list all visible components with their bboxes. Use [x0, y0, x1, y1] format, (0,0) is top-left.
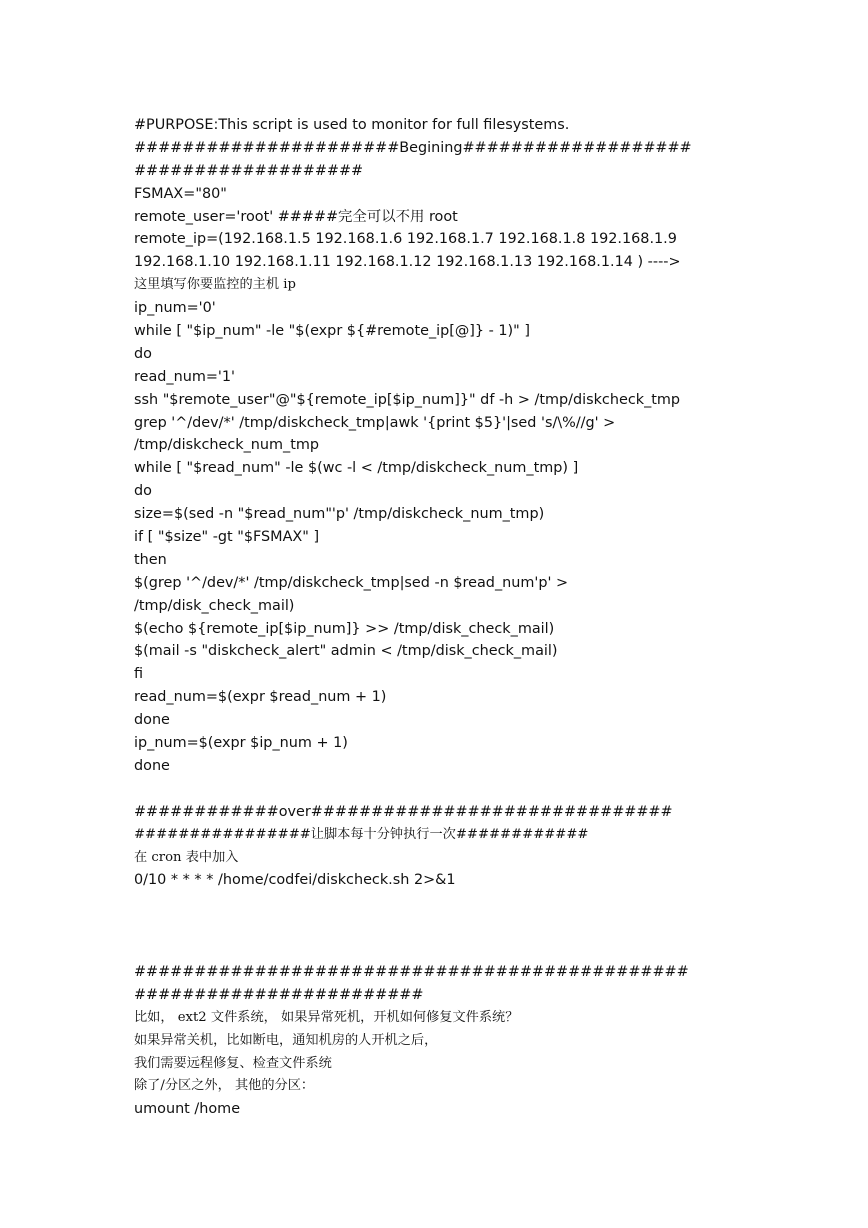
- cron-instruction: 在 cron 表中加入: [134, 849, 239, 865]
- code-line: done: [134, 712, 170, 729]
- code-line: ip_num='0': [134, 300, 216, 317]
- code-line: ssh "$remote_user"@"${remote_ip[$ip_num]}" df -h > /tmp/diskcheck_tmp: [134, 391, 681, 408]
- document-body: [134, 114, 734, 1121]
- code-line: $(echo ${remote_ip[$ip_num]} >> /tmp/disk_check_mail): [134, 620, 555, 637]
- code-line: /tmp/diskcheck_num_tmp: [134, 437, 320, 454]
- blank-line: [134, 938, 734, 961]
- body-text: 除了/分区之外， 其他的分区：: [134, 1078, 315, 1094]
- code-line: 192.168.1.10 192.168.1.11 192.168.1.12 192.168.1.13 192.168.1.14 ) ---->: [134, 254, 681, 271]
- blank-line: [134, 892, 734, 915]
- section-separator: ##############################################: [134, 963, 689, 980]
- separator-continuation: ########################: [134, 986, 424, 1003]
- cron-heading: ################让脚本每十分钟执行一次############: [134, 826, 589, 842]
- code-line: FSMAX="80": [134, 185, 227, 202]
- cron-entry: 0/10 * * * * /home/codfei/diskcheck.sh 2>&1: [134, 872, 456, 889]
- code-line: grep '^/dev/*' /tmp/diskcheck_tmp|awk '{print $5}'|sed 's/\%//g' >: [134, 414, 616, 431]
- separator-continuation: ###################: [134, 162, 364, 179]
- code-line: fi: [134, 666, 144, 683]
- code-line: ip_num=$(expr $ip_num + 1): [134, 735, 348, 752]
- code-line: remote_ip=(192.168.1.5 192.168.1.6 192.168.1.7 192.168.1.8 192.168.1.9: [134, 231, 677, 248]
- code-line: done: [134, 757, 170, 774]
- body-text: 比如， ext2 文件系统， 如果异常死机，开机如何修复文件系统？: [134, 1009, 519, 1025]
- code-line: do: [134, 345, 152, 362]
- code-line: read_num='1': [134, 368, 235, 385]
- code-line: do: [134, 483, 152, 500]
- code-line: remote_user='root' #####完全可以不用 root: [134, 208, 458, 225]
- body-text: 如果异常关机，比如断电，通知机房的人开机之后，: [134, 1032, 438, 1048]
- over-separator: ############over##############################: [134, 803, 673, 820]
- code-line: then: [134, 551, 167, 568]
- code-line: /tmp/disk_check_mail): [134, 597, 295, 614]
- code-line: read_num=$(expr $read_num + 1): [134, 689, 387, 706]
- code-line: while [ "$read_num" -le $(wc -l < /tmp/diskcheck_num_tmp) ]: [134, 460, 579, 477]
- blank-line: [134, 915, 734, 938]
- code-line: size=$(sed -n "$read_num"'p' /tmp/diskcheck_num_tmp): [134, 506, 545, 523]
- blank-line: [134, 778, 734, 801]
- body-text: 我们需要远程修复、检查文件系统: [134, 1055, 332, 1071]
- code-comment: 这里填写你要监控的主机 ip: [134, 277, 296, 293]
- code-line: if [ "$size" -gt "$FSMAX" ]: [134, 529, 320, 546]
- code-line: while [ "$ip_num" -le "$(expr ${#remote_ip[@]} - 1)" ]: [134, 323, 530, 340]
- code-line: $(mail -s "diskcheck_alert" admin < /tmp/disk_check_mail): [134, 643, 558, 660]
- code-line: $(grep '^/dev/*' /tmp/diskcheck_tmp|sed -n $read_num'p' >: [134, 574, 569, 591]
- command-line: umount /home: [134, 1101, 241, 1118]
- purpose-comment: #PURPOSE:This script is used to monitor for full filesystems.: [134, 117, 570, 133]
- begining-separator: ######################Begining###################: [134, 139, 692, 156]
